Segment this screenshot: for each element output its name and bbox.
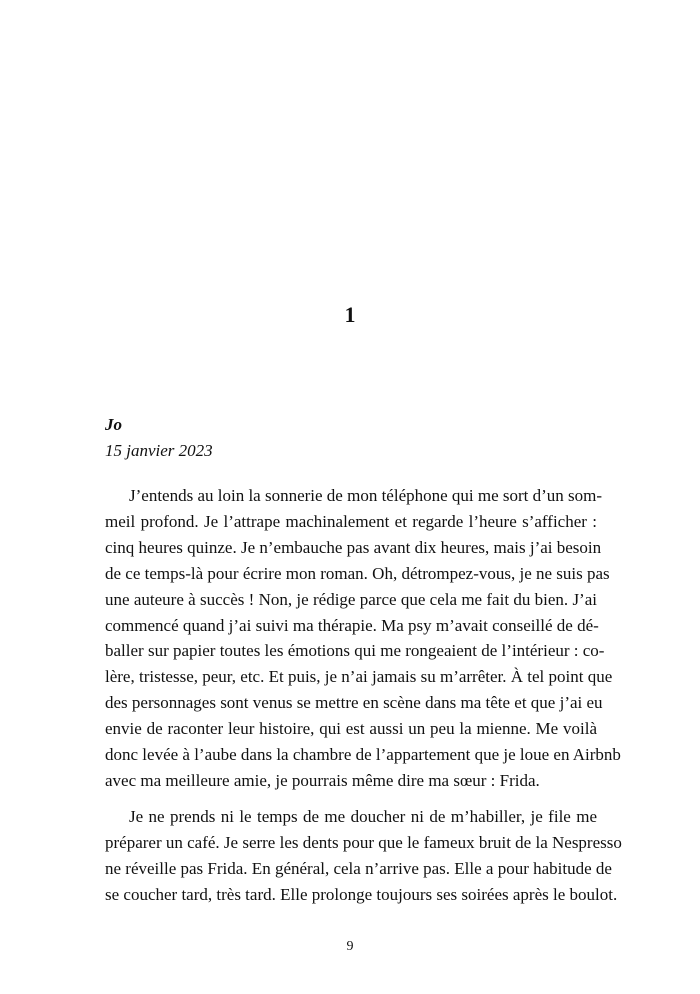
text-line: se coucher tard, très tard. Elle prolonge toujours ses soirées après le boulot. [105, 884, 618, 904]
text-line: J’entends au loin la sonnerie de mon téléphone qui me sort d’un som- [129, 486, 603, 505]
text-line: de ce temps-là pour écrire mon roman. Oh, détrompez-vous, je ne suis pas [105, 563, 610, 583]
text-line: préparer un café. Je serre les dents pour que le fameux bruit de la Nespresso [105, 832, 622, 852]
text-line: Je ne prends ni le temps de me doucher ni de m’habiller, je file me [129, 807, 597, 826]
text-line: une auteure à succès ! Non, je rédige parce que cela me fait du bien. J’ai [105, 589, 597, 609]
text-line: donc levée à l’aube dans la chambre de l’appartement que je loue en Airbnb [105, 745, 621, 765]
text-line: meil profond. Je l’attrape machinalement et regarde l’heure s’afficher : [105, 511, 597, 531]
paragraph-2 [105, 804, 622, 908]
text-line: commencé quand j’ai suivi ma thérapie. Ma psy m’avait conseillé de dé- [105, 615, 599, 635]
page-number: 9 [346, 939, 354, 954]
text-line: des personnages sont venus se mettre en scène dans ma tête et que j’ai eu [105, 693, 603, 713]
text-line: ne réveille pas Frida. En général, cela n’arrive pas. Elle a pour habitude de [105, 858, 612, 878]
text-line: baller sur papier toutes les émotions qui me rongeaient de l’intérieur : co- [105, 641, 605, 661]
text-line: avec ma meilleure amie, je pourrais même dire ma sœur : Frida. [105, 770, 540, 790]
chapter-number: 1 [344, 302, 356, 327]
text-line: cinq heures quinze. Je n’embauche pas avant dix heures, mais j’ai besoin [105, 537, 602, 557]
paragraph-1 [105, 483, 621, 794]
text-line: envie de raconter leur histoire, qui est aussi un peu la mienne. Me voilà [105, 719, 597, 739]
chapter-date: 15 janvier 2023 [105, 441, 213, 460]
text-line: lère, tristesse, peur, etc. Et puis, je n’ai jamais su m’arrêter. À tel point que [105, 667, 613, 687]
narrator-heading: Jo [105, 415, 122, 434]
